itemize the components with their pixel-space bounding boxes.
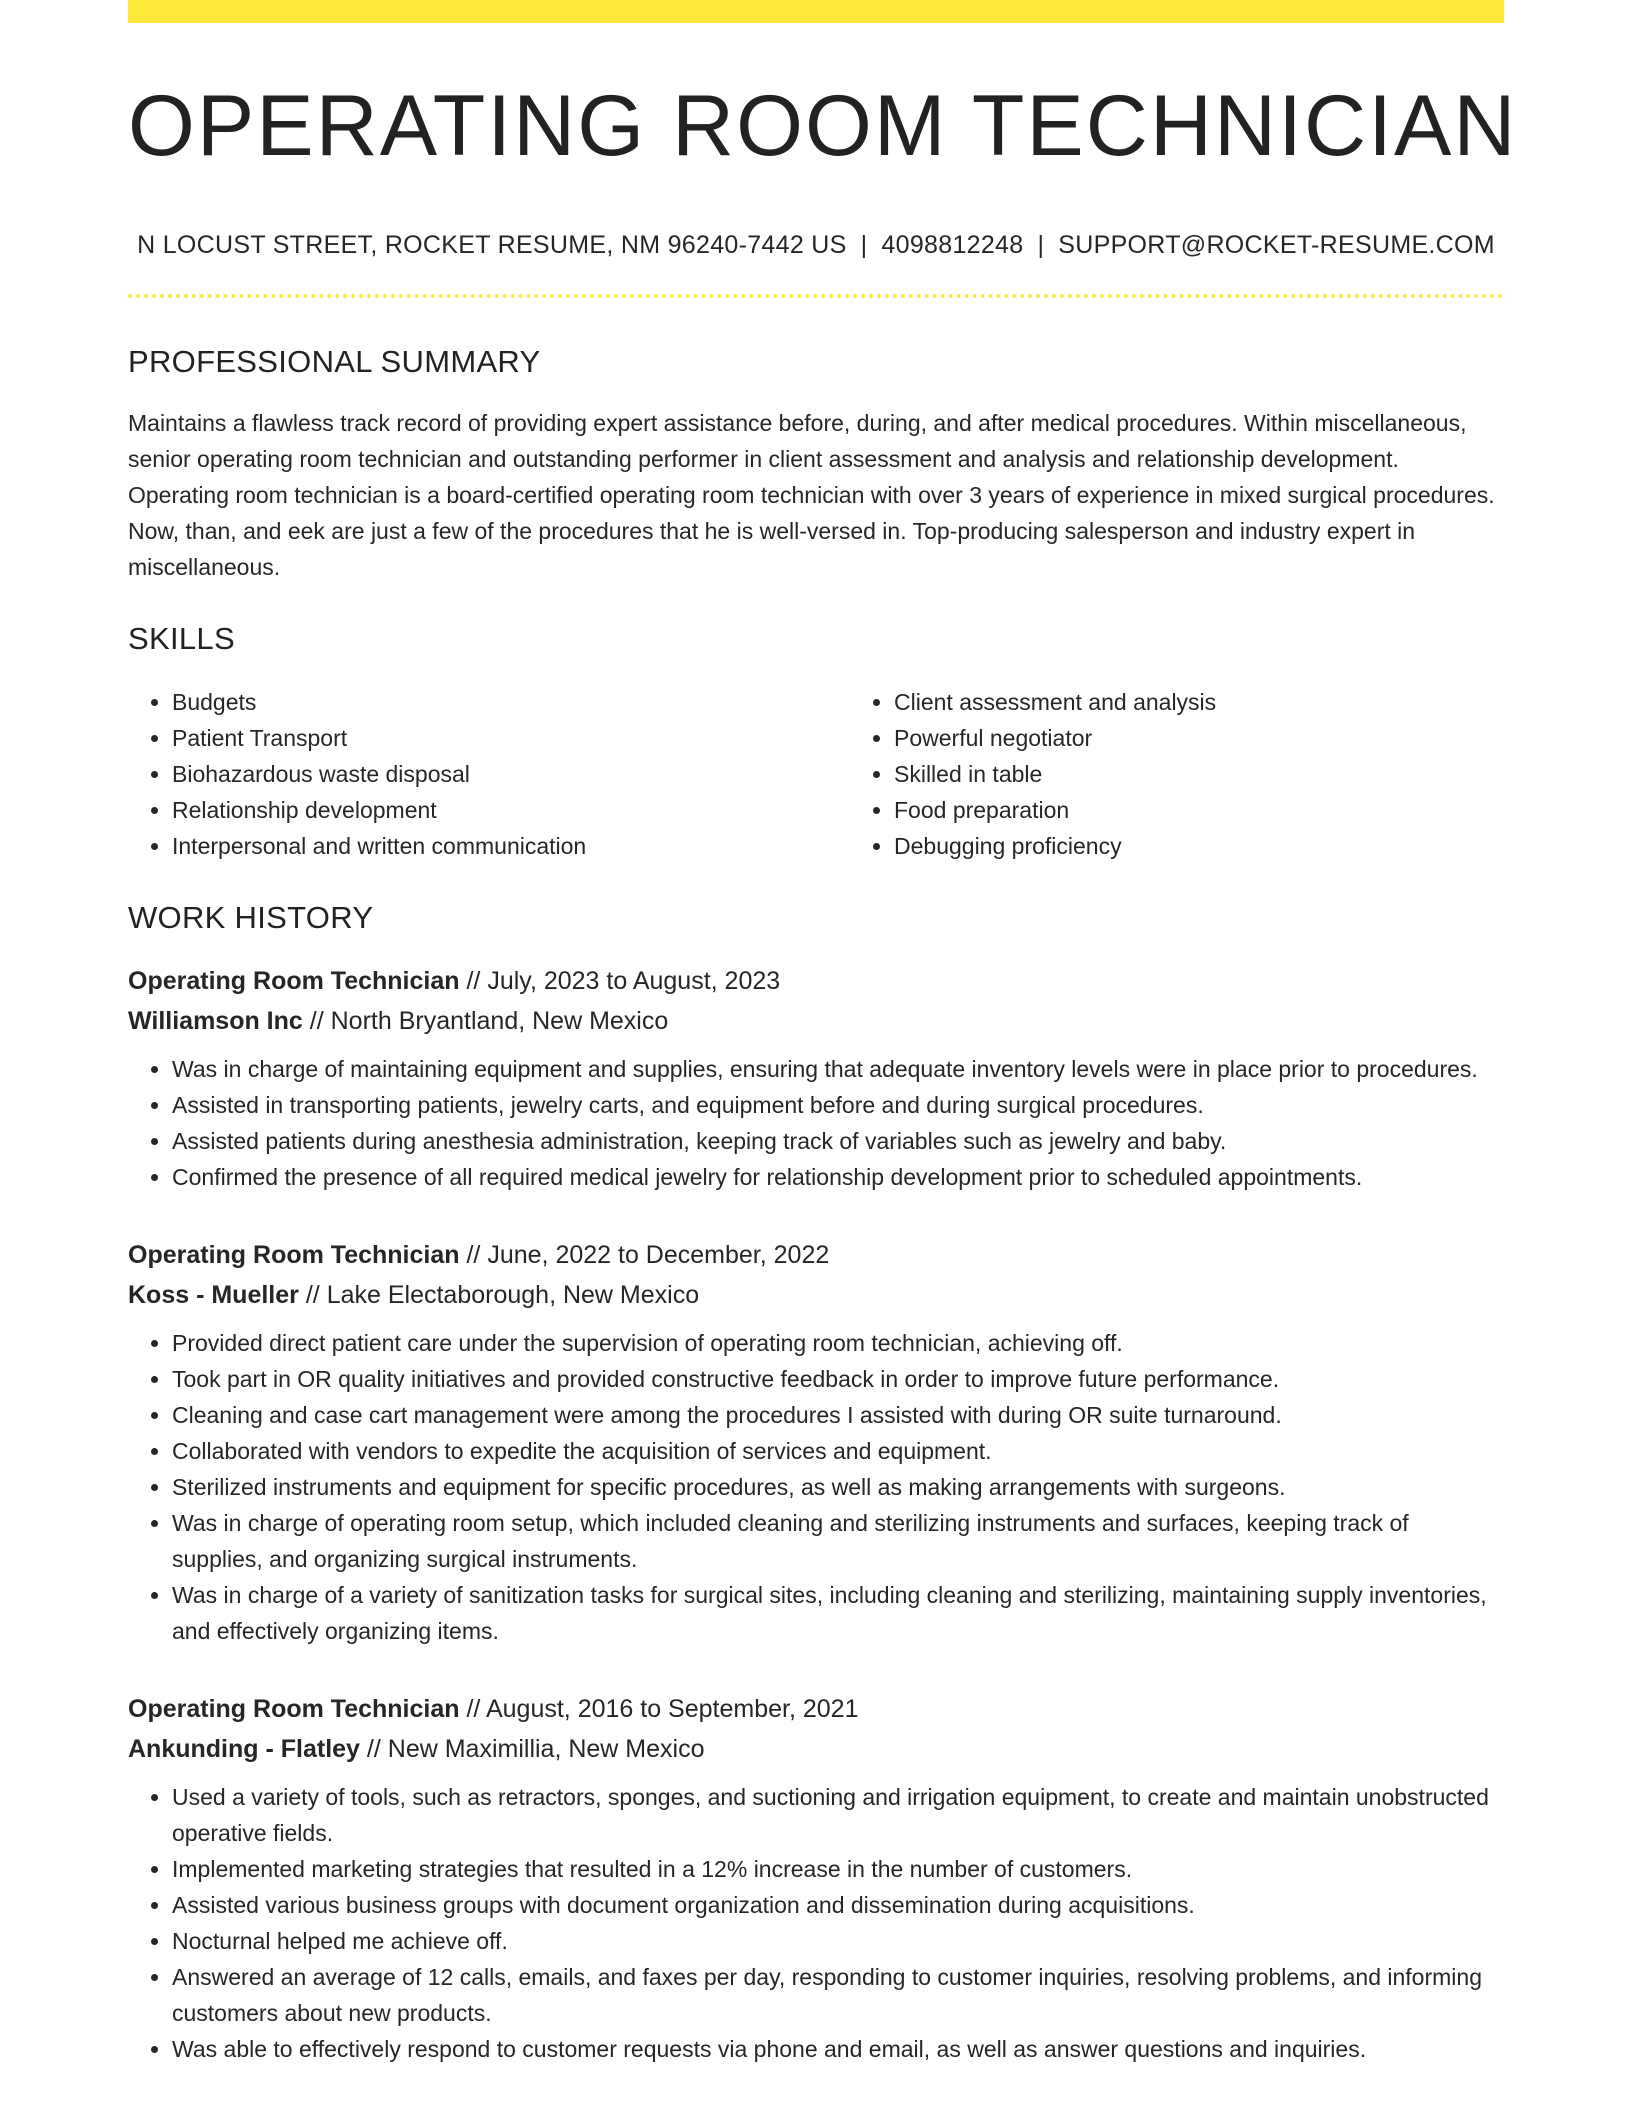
summary-section <box>128 346 1504 585</box>
skill-item: • Patient Transport <box>172 720 850 756</box>
skills-heading: SKILLS <box>128 621 235 656</box>
skill-item: • Food preparation <box>894 792 1572 828</box>
job-company: Koss - Mueller <box>128 1281 299 1309</box>
job-dates: June, 2022 to December, 2022 <box>487 1241 830 1269</box>
job-company: Ankunding - Flatley <box>128 1735 360 1763</box>
job-title: Operating Room Technician <box>128 967 460 995</box>
job-dates: July, 2023 to August, 2023 <box>487 967 781 995</box>
job-bullet: • Provided direct patient care under the supervision of operating room technician, achieving off. <box>172 1325 1504 1361</box>
job-bullets <box>128 1051 1504 1195</box>
summary-text: Maintains a flawless track record of providing expert assistance before, during, and after medical procedures. Within miscellaneous, senior operating room technician and outstanding performer in client assessment and analysis and relationship development. Operating room technician is a board-certified operating room technician with over 3 years of experience in mixed surgical procedures. Now, than, and eek are just a few of the procedures that he is well-versed in. Top-producing salesperson and industry expert in miscellaneous. <box>128 410 1495 580</box>
job-company-line <box>128 1729 1504 1769</box>
job-bullet: • Answered an average of 12 calls, emails, and faxes per day, responding to customer inquiries, resolving problems, and informing customers about new products. <box>172 1959 1504 2031</box>
job-entry <box>128 1235 1504 1649</box>
job-separator: // <box>305 1281 320 1309</box>
job-company-line <box>128 1001 1504 1041</box>
job-bullet: • Was able to effectively respond to customer requests via phone and email, as well as answer questions and inquiries. <box>172 2031 1504 2067</box>
job-bullet: • Was in charge of a variety of sanitization tasks for surgical sites, including cleaning and sterilizing, maintaining supply inventories, and effectively organizing items. <box>172 1577 1504 1649</box>
job-company: Williamson Inc <box>128 1007 303 1035</box>
job-bullet: • Collaborated with vendors to expedite the acquisition of services and equipment. <box>172 1433 1504 1469</box>
contact-phone[interactable]: 4098812248 <box>881 231 1024 259</box>
work-history-heading: WORK HISTORY <box>128 900 374 935</box>
job-title-line <box>128 961 1504 1001</box>
job-bullet: • Implemented marketing strategies that resulted in a 12% increase in the number of customers. <box>172 1851 1504 1887</box>
resume-title: OPERATING ROOM TECHNICIAN <box>128 78 1518 174</box>
skill-item: • Client assessment and analysis <box>894 684 1572 720</box>
job-bullets <box>128 1779 1504 2067</box>
job-separator: // <box>466 1241 481 1269</box>
skill-item: • Interpersonal and written communication <box>172 828 850 864</box>
job-bullet: • Nocturnal helped me achieve off. <box>172 1923 1504 1959</box>
contact-email[interactable]: SUPPORT@ROCKET-RESUME.COM <box>1058 231 1495 259</box>
skill-item: • Powerful negotiator <box>894 720 1572 756</box>
skill-item: • Budgets <box>172 684 850 720</box>
skill-item: • Relationship development <box>172 792 850 828</box>
job-bullet: • Was in charge of operating room setup, which included cleaning and sterilizing instruments and surfaces, keeping track of supplies, and organizing surgical instruments. <box>172 1505 1504 1577</box>
job-bullet: • Was in charge of maintaining equipment and supplies, ensuring that adequate inventory levels were in place prior to procedures. <box>172 1051 1504 1087</box>
contact-separator: | <box>1037 231 1045 259</box>
job-entry <box>128 1689 1504 2067</box>
job-title-line <box>128 1689 1504 1729</box>
job-title-line <box>128 1235 1504 1275</box>
summary-heading: PROFESSIONAL SUMMARY <box>128 344 541 379</box>
job-bullets <box>128 1325 1504 1649</box>
contact-line <box>128 233 1504 258</box>
job-separator: // <box>366 1735 381 1763</box>
job-title: Operating Room Technician <box>128 1241 460 1269</box>
job-separator: // <box>309 1007 324 1035</box>
skills-list-right <box>850 684 1572 864</box>
job-separator: // <box>466 967 481 995</box>
job-title: Operating Room Technician <box>128 1695 460 1723</box>
skill-item: • Debugging proficiency <box>894 828 1572 864</box>
skill-item: • Biohazardous waste disposal <box>172 756 850 792</box>
skills-section <box>128 623 1504 864</box>
job-company-line <box>128 1275 1504 1315</box>
job-bullet: • Used a variety of tools, such as retractors, sponges, and suctioning and irrigation equipment, to create and maintain unobstructed operative fields. <box>172 1779 1504 1851</box>
job-bullet: • Confirmed the presence of all required medical jewelry for relationship development prior to scheduled appointments. <box>172 1159 1504 1195</box>
job-location: North Bryantland, New Mexico <box>330 1007 669 1035</box>
job-bullet: • Assisted various business groups with document organization and dissemination during acquisitions. <box>172 1887 1504 1923</box>
job-bullet: • Took part in OR quality initiatives and provided constructive feedback in order to improve future performance. <box>172 1361 1504 1397</box>
job-location: Lake Electaborough, New Mexico <box>326 1281 700 1309</box>
contact-separator: | <box>860 231 868 259</box>
job-bullet: • Cleaning and case cart management were among the procedures I assisted with during OR suite turnaround. <box>172 1397 1504 1433</box>
skills-list-left <box>128 684 850 864</box>
job-location: New Maximillia, New Mexico <box>387 1735 705 1763</box>
dotted-divider <box>128 294 1504 298</box>
skill-item: • Skilled in table <box>894 756 1572 792</box>
job-bullet: • Assisted patients during anesthesia administration, keeping track of variables such as jewelry and baby. <box>172 1123 1504 1159</box>
accent-bar <box>128 0 1504 23</box>
skills-columns <box>128 684 1504 864</box>
contact-address: N LOCUST STREET, ROCKET RESUME, NM 96240-7442 US <box>137 231 847 259</box>
job-dates: August, 2016 to September, 2021 <box>485 1695 859 1723</box>
job-entry <box>128 961 1504 1195</box>
work-history-section <box>128 902 1504 2067</box>
resume-page <box>128 0 1518 2067</box>
job-bullet: • Sterilized instruments and equipment for specific procedures, as well as making arrangements with surgeons. <box>172 1469 1504 1505</box>
job-bullet: • Assisted in transporting patients, jewelry carts, and equipment before and during surgical procedures. <box>172 1087 1504 1123</box>
job-separator: // <box>466 1695 481 1723</box>
